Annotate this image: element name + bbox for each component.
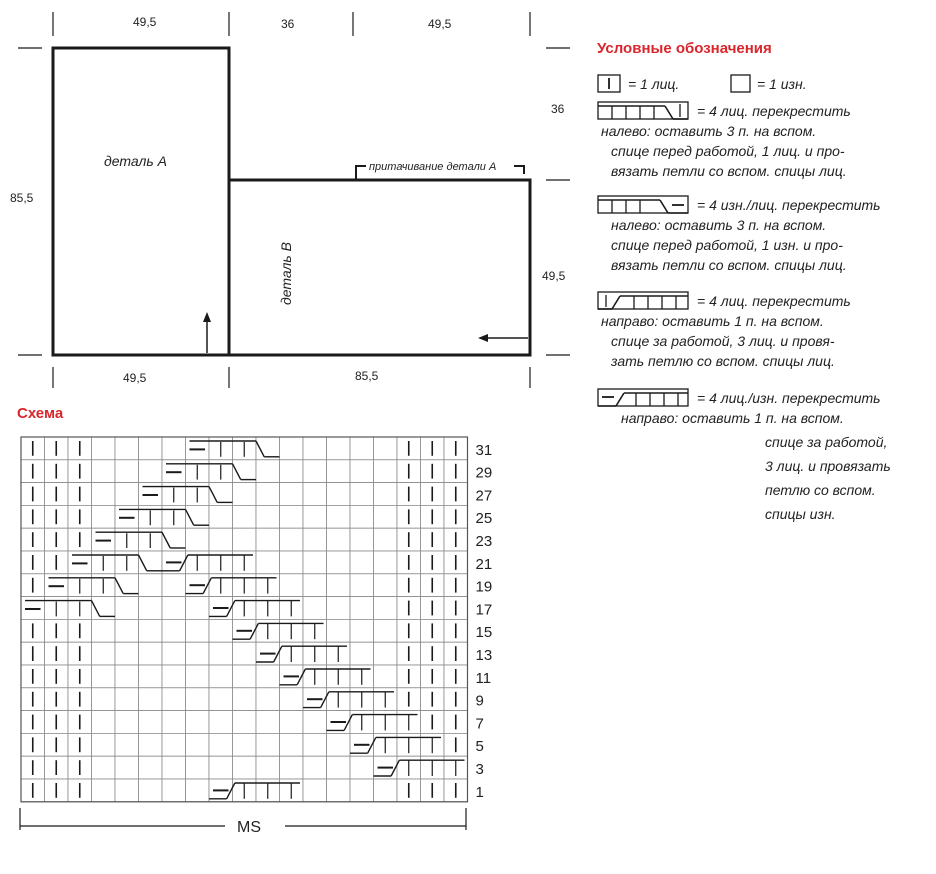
- chart-cell: [280, 505, 304, 528]
- chart-cell: [115, 665, 139, 688]
- chart-cell: [139, 733, 163, 756]
- chart-row-number: 19: [475, 578, 493, 596]
- chart-row-number: 1: [475, 783, 484, 801]
- cable-left-knit-symbol-icon: [598, 102, 688, 119]
- chart-cell: [327, 597, 351, 620]
- chart-cell: [139, 688, 163, 711]
- chart-cell: [303, 528, 327, 551]
- chart-cell: [92, 733, 116, 756]
- chart-cell: [303, 437, 327, 460]
- chart-row-number: 17: [475, 601, 493, 619]
- chart-cell: [92, 437, 116, 460]
- seam-bracket: [356, 166, 366, 180]
- chart-cell: [115, 597, 139, 620]
- chart-cell: [115, 733, 139, 756]
- legend-item-4-line-3: спице за работой,: [765, 434, 888, 450]
- chart-cell: [115, 756, 139, 779]
- chart-cell: [139, 756, 163, 779]
- chart-cell: [374, 551, 398, 574]
- chart-cell: [115, 460, 139, 483]
- chart-cell: [162, 779, 186, 802]
- chart-cell: [162, 437, 186, 460]
- chart-cell: [374, 642, 398, 665]
- chart-cell: [327, 551, 351, 574]
- chart-cell: [303, 733, 327, 756]
- chart-cell: [350, 528, 374, 551]
- legend-item-1-line-3: спице перед работой, 1 лиц. и про-: [611, 143, 845, 159]
- chart-cell: [139, 574, 163, 597]
- legend-item-4-line-5: петлю со вспом.: [765, 482, 876, 498]
- chart-row-number: 15: [475, 624, 493, 642]
- chart-cell: [303, 597, 327, 620]
- dim-top-3: 49,5: [428, 17, 452, 31]
- chart-cell: [233, 688, 257, 711]
- chart-cell: [139, 779, 163, 802]
- chart-cell: [350, 619, 374, 642]
- legend-item-3-line-4: зать петлю со вспом. спицы лиц.: [611, 353, 835, 369]
- legend-item-1-line-4: вязать петли со вспом. спицы лиц.: [611, 163, 847, 179]
- chart-cell: [139, 597, 163, 620]
- chart-row-numbers: [476, 442, 493, 801]
- legend-item-3: [598, 292, 851, 369]
- part-b-outline: [229, 180, 530, 355]
- legend-item-4-line-4: 3 лиц. и провязать: [765, 458, 891, 474]
- chart-cell: [256, 756, 280, 779]
- chart-cell: [280, 460, 304, 483]
- chart-cell: [92, 483, 116, 506]
- chart-cell: [280, 574, 304, 597]
- chart-cell: [233, 642, 257, 665]
- chart-cell: [303, 756, 327, 779]
- chart-cell: [374, 574, 398, 597]
- chart-cell: [374, 779, 398, 802]
- chart-row-number: 9: [475, 692, 484, 710]
- chart-cell: [327, 619, 351, 642]
- chart-cell: [327, 483, 351, 506]
- chart-cell: [115, 642, 139, 665]
- chart-cell: [92, 619, 116, 642]
- dim-right-mid: 49,5: [542, 269, 566, 283]
- part-b-arrow-icon: [478, 334, 488, 342]
- part-a-label: деталь A: [104, 153, 167, 169]
- legend-item-2-line-3: спице перед работой, 1 изн. и про-: [611, 237, 843, 253]
- chart-cell: [162, 619, 186, 642]
- cable-right-knit-symbol-icon: [598, 292, 688, 309]
- legend-item-1: [598, 102, 851, 179]
- chart-cell: [209, 733, 233, 756]
- legend-item-4: [598, 389, 891, 522]
- chart-cell: [139, 665, 163, 688]
- chart-cell: [92, 642, 116, 665]
- chart-cell: [186, 711, 210, 734]
- chart-cell: [280, 483, 304, 506]
- part-a-outline: [53, 48, 229, 355]
- cable-right-knit-purl-symbol-icon: [598, 389, 688, 406]
- chart-cell: [186, 779, 210, 802]
- chart-cell: [374, 597, 398, 620]
- chart-cell: [350, 597, 374, 620]
- chart-cell: [115, 483, 139, 506]
- chart-title: Схема: [17, 405, 64, 422]
- chart-cell: [327, 779, 351, 802]
- dim-left: 85,5: [10, 191, 34, 205]
- chart-cell: [92, 756, 116, 779]
- chart-row-number: 29: [475, 464, 493, 482]
- chart-cell: [186, 733, 210, 756]
- chart-cell: [162, 574, 186, 597]
- legend-item-1-line-1: = 4 лиц. перекрестить: [697, 103, 851, 119]
- chart-cell: [280, 711, 304, 734]
- chart-cell: [162, 733, 186, 756]
- chart-cell: [186, 688, 210, 711]
- chart-cell: [162, 688, 186, 711]
- chart-cell: [280, 733, 304, 756]
- chart-cell: [162, 711, 186, 734]
- chart-cell: [327, 505, 351, 528]
- chart-cell: [92, 460, 116, 483]
- chart-cell: [115, 437, 139, 460]
- chart-cell: [209, 688, 233, 711]
- dim-top-2: 36: [281, 17, 295, 31]
- chart-cell: [303, 779, 327, 802]
- chart-cell: [256, 460, 280, 483]
- chart-row-number: 11: [475, 669, 492, 687]
- chart-cell: [374, 619, 398, 642]
- chart-cell: [374, 483, 398, 506]
- chart-cell: [327, 733, 351, 756]
- cable-left-purl-knit-symbol-icon: [598, 196, 688, 213]
- chart-cell: [209, 711, 233, 734]
- dim-bottom-1: 49,5: [123, 371, 147, 385]
- chart-cell: [186, 528, 210, 551]
- legend-knit-text: = 1 лиц.: [628, 76, 680, 92]
- repeat-label: MS: [237, 819, 261, 836]
- chart-cell: [350, 460, 374, 483]
- chart-cell: [92, 665, 116, 688]
- legend-item-3-line-1: = 4 лиц. перекрестить: [697, 293, 851, 309]
- knitting-chart: [21, 437, 468, 802]
- chart-cell: [280, 756, 304, 779]
- chart-cell: [256, 665, 280, 688]
- chart-cell: [162, 597, 186, 620]
- legend-item-4-line-1: = 4 лиц./изн. перекрестить: [697, 390, 881, 406]
- chart-row-number: 27: [475, 487, 493, 505]
- part-a-arrow-icon: [203, 312, 211, 322]
- chart-cell: [256, 711, 280, 734]
- chart-cell: [92, 711, 116, 734]
- part-b-label: деталь B: [278, 242, 294, 305]
- chart-cell: [256, 505, 280, 528]
- chart-cell: [233, 711, 257, 734]
- chart-cell: [233, 756, 257, 779]
- chart-cell: [374, 665, 398, 688]
- chart-cell: [327, 437, 351, 460]
- chart-cell: [162, 642, 186, 665]
- chart-cell: [92, 779, 116, 802]
- chart-cell: [256, 688, 280, 711]
- chart-cell: [280, 437, 304, 460]
- chart-cell: [374, 460, 398, 483]
- seam-note: притачивание детали A: [369, 161, 497, 173]
- chart-row-number: 31: [475, 441, 493, 459]
- chart-cell: [209, 665, 233, 688]
- chart-cell: [186, 619, 210, 642]
- chart-cell: [115, 688, 139, 711]
- dim-top-1: 49,5: [133, 15, 157, 29]
- chart-cell: [209, 642, 233, 665]
- chart-row-number: 23: [475, 533, 493, 550]
- chart-cell: [280, 551, 304, 574]
- chart-cell: [186, 665, 210, 688]
- repeat-marker: [20, 808, 466, 836]
- chart-cell: [350, 574, 374, 597]
- chart-cell: [374, 528, 398, 551]
- chart-cell: [303, 574, 327, 597]
- chart-cell: [350, 642, 374, 665]
- chart-cell: [350, 551, 374, 574]
- chart-cell: [233, 483, 257, 506]
- dim-right-top: 36: [551, 102, 565, 116]
- chart-cell: [115, 779, 139, 802]
- chart-cell: [256, 551, 280, 574]
- chart-cell: [92, 505, 116, 528]
- chart-cell: [139, 437, 163, 460]
- chart-cell: [186, 642, 210, 665]
- chart-cell: [186, 756, 210, 779]
- chart-cell: [256, 733, 280, 756]
- legend-item-2: [598, 196, 881, 273]
- legend-item-4-line-2: направо: оставить 1 п. на вспом.: [621, 410, 844, 426]
- chart-cell: [139, 619, 163, 642]
- chart-row-number: 3: [475, 761, 484, 778]
- chart-cell: [303, 460, 327, 483]
- chart-cell: [139, 642, 163, 665]
- legend: [597, 40, 891, 522]
- chart-cell: [233, 665, 257, 688]
- chart-cell: [350, 779, 374, 802]
- chart-cell: [327, 460, 351, 483]
- chart-cell: [374, 437, 398, 460]
- chart-row-number: 5: [475, 738, 484, 756]
- chart-cell: [209, 528, 233, 551]
- chart-cell: [115, 619, 139, 642]
- chart-cell: [303, 505, 327, 528]
- chart-row-number: 13: [475, 647, 493, 664]
- chart-cell: [139, 460, 163, 483]
- chart-cell: [256, 483, 280, 506]
- chart-cell: [256, 528, 280, 551]
- chart-cell: [233, 733, 257, 756]
- chart-row-number: 7: [475, 715, 484, 733]
- chart-cell: [233, 505, 257, 528]
- dim-bottom-2: 85,5: [355, 369, 379, 383]
- chart-row-number: 21: [475, 555, 493, 573]
- legend-title: Условные обозначения: [597, 40, 772, 57]
- legend-item-3-line-2: направо: оставить 1 п. на вспом.: [601, 313, 824, 329]
- pattern-diagram: [10, 12, 570, 388]
- chart-cell: [162, 756, 186, 779]
- chart-cell: [327, 528, 351, 551]
- purl-symbol-icon: [731, 75, 750, 92]
- legend-item-2-line-2: налево: оставить 3 п. на вспом.: [611, 217, 827, 233]
- chart-cell: [209, 756, 233, 779]
- legend-item-2-line-1: = 4 изн./лиц. перекрестить: [697, 197, 881, 213]
- legend-item-4-line-6: спицы изн.: [765, 506, 836, 522]
- chart-cell: [162, 665, 186, 688]
- legend-item-3-line-3: спице за работой, 3 лиц. и провя-: [611, 333, 835, 349]
- chart-cell: [374, 505, 398, 528]
- chart-cell: [327, 574, 351, 597]
- chart-cell: [350, 483, 374, 506]
- chart-cell: [209, 505, 233, 528]
- chart-cell: [233, 528, 257, 551]
- chart-cell: [139, 711, 163, 734]
- chart-cell: [186, 597, 210, 620]
- legend-purl-text: = 1 изн.: [757, 76, 807, 92]
- chart-cell: [92, 688, 116, 711]
- chart-cell: [115, 711, 139, 734]
- chart-cell: [209, 619, 233, 642]
- legend-item-1-line-2: налево: оставить 3 п. на вспом.: [601, 123, 817, 139]
- chart-cell: [303, 483, 327, 506]
- chart-cell: [350, 505, 374, 528]
- chart-cell: [280, 688, 304, 711]
- chart-cell: [327, 756, 351, 779]
- chart-cell: [350, 437, 374, 460]
- chart-cell: [303, 711, 327, 734]
- chart-cell: [303, 551, 327, 574]
- chart-row-number: 25: [475, 510, 493, 528]
- chart-cell: [350, 756, 374, 779]
- legend-item-2-line-4: вязать петли со вспом. спицы лиц.: [611, 257, 847, 273]
- chart-cell: [280, 528, 304, 551]
